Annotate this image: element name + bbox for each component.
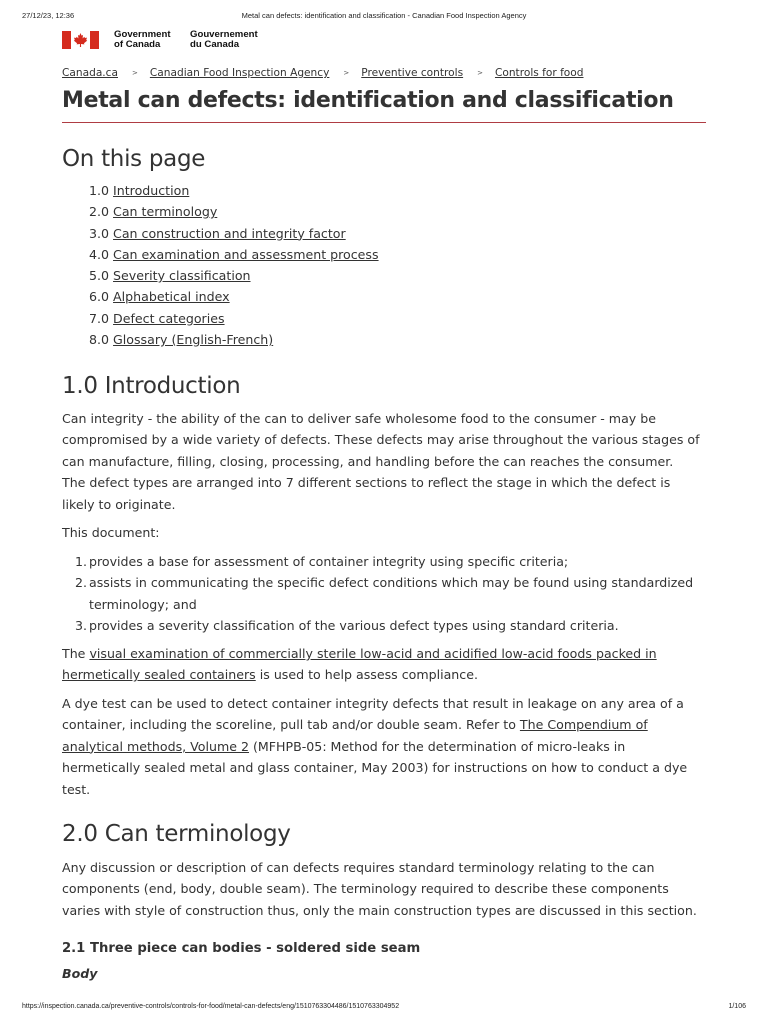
breadcrumb-separator-icon: >	[477, 69, 483, 77]
compendium-link-cont[interactable]: analytical methods, Volume 2	[62, 738, 250, 754]
print-header	[0, 9, 768, 23]
breadcrumb	[62, 67, 584, 79]
toc-item-introduction: 1.0 Introduction	[89, 183, 190, 198]
breadcrumb-link-preventive-controls[interactable]: Preventive controls	[361, 67, 464, 79]
breadcrumb-link-cfia[interactable]: Canadian Food Inspection Agency	[149, 67, 330, 79]
wordmark-french: Gouvernement du Canada	[190, 29, 258, 50]
introduction-heading: 1.0 Introduction	[62, 373, 241, 399]
toc-item-can-terminology: 2.0 Can terminology	[89, 204, 218, 220]
body-label: Body	[62, 966, 98, 981]
dye-test-paragraph: A dye test can be used to detect container integrity defects that result in leakage on any area of a container, including the scoreline, pull tab and/or double seam. Refer to The Compendium of analytical methods, Volume 2 (MFHPB-05: Method for the determination of micro-leaks in hermetically sealed metal and glass container, May 2003) for instructions on how to conduct a dye test.	[62, 696, 688, 797]
toc-link-can-terminology[interactable]: Can terminology	[113, 204, 218, 220]
toc-link-alphabetical-index[interactable]: Alphabetical index	[113, 289, 230, 305]
table-of-contents	[89, 180, 379, 350]
can-terminology-paragraph: Any discussion or description of can defects requires standard terminology relating to the can components (end, body, double seam). The terminology required to describe these components varies with style of construction thus, only the main construction types are discussed in this section.	[62, 860, 697, 918]
wordmark-english: Government of Canada	[114, 29, 171, 50]
list-item: 3. provides a severity classification of the various defect types using standard criteria.	[75, 618, 619, 634]
breadcrumb-separator-icon: >	[343, 69, 350, 77]
page-title: Metal can defects: identification and classification	[62, 88, 674, 113]
gc-wordmark	[114, 30, 258, 50]
toc-link-severity-classification[interactable]: Severity classification	[113, 268, 251, 284]
toc-item-can-examination: 4.0 Can examination and assessment process	[89, 246, 379, 262]
print-page-number: 1/106	[728, 1003, 746, 1010]
toc-link-defect-categories[interactable]: Defect categories	[113, 310, 225, 326]
print-url: https://inspection.canada.ca/preventive-controls/controls-for-food/metal-can-defects/eng/1510763304486/1510763304952	[22, 1003, 400, 1010]
document-purpose-list	[75, 551, 709, 637]
three-piece-can-subheading: 2.1 Three piece can bodies - soldered side seam	[62, 941, 421, 956]
visual-examination-link-cont[interactable]: hermetically sealed containers	[62, 667, 256, 683]
canada-flag-icon	[62, 31, 99, 49]
toc-link-glossary[interactable]: Glossary (English-French)	[113, 332, 274, 348]
toc-link-introduction[interactable]: Introduction	[113, 183, 190, 198]
breadcrumb-separator-icon: >	[132, 69, 138, 77]
title-divider	[62, 122, 706, 123]
breadcrumb-link-canada[interactable]: Canada.ca	[62, 67, 118, 79]
toc-item-defect-categories: 7.0 Defect categories	[89, 310, 225, 326]
print-page-title: Metal can defects: identification and classification - Canadian Food Inspection Agency	[241, 11, 527, 20]
list-item: 1. provides a base for assessment of container integrity using specific criteria;	[75, 554, 569, 569]
toc-item-severity-classification: 5.0 Severity classification	[89, 268, 251, 284]
print-footer	[0, 1003, 768, 1017]
list-item: 2. assists in communicating the specific defect conditions which may be found using standardized terminology; and	[75, 575, 694, 612]
visual-examination-paragraph: The visual examination of commercially sterile low-acid and acidified low-acid foods packed in hermetically sealed containers is used to help assess compliance.	[62, 646, 657, 683]
toc-item-glossary: 8.0 Glossary (English-French)	[89, 332, 274, 348]
document-intro-text: This document:	[62, 525, 160, 540]
toc-link-can-construction[interactable]: Can construction and integrity factor	[113, 225, 346, 241]
print-datetime: 27/12/23, 12:36	[22, 11, 75, 20]
toc-item-alphabetical-index: 6.0 Alphabetical index	[89, 289, 230, 305]
breadcrumb-link-controls-for-food[interactable]: Controls for food	[494, 67, 584, 79]
introduction-paragraph: Can integrity - the ability of the can to deliver safe wholesome food to the consumer - may be compromised by a wide variety of defects. These defects may arise throughout the various stages of can manufacture, filling, closing, processing, and handling before the can reaches the consumer. The defect types are arranged into 7 different sections to reflect the stage in which the defect is likely to originate.	[62, 411, 700, 512]
gc-signature[interactable]	[62, 30, 258, 50]
toc-link-can-examination[interactable]: Can examination and assessment process	[113, 246, 379, 262]
toc-item-can-construction: 3.0 Can construction and integrity factor	[89, 225, 346, 241]
can-terminology-heading: 2.0 Can terminology	[62, 821, 291, 847]
visual-examination-link[interactable]: visual examination of commercially sterile low-acid and acidified low-acid foods packed in	[89, 646, 657, 661]
on-this-page-heading: On this page	[62, 146, 206, 172]
compendium-link[interactable]: The Compendium of	[519, 717, 648, 733]
